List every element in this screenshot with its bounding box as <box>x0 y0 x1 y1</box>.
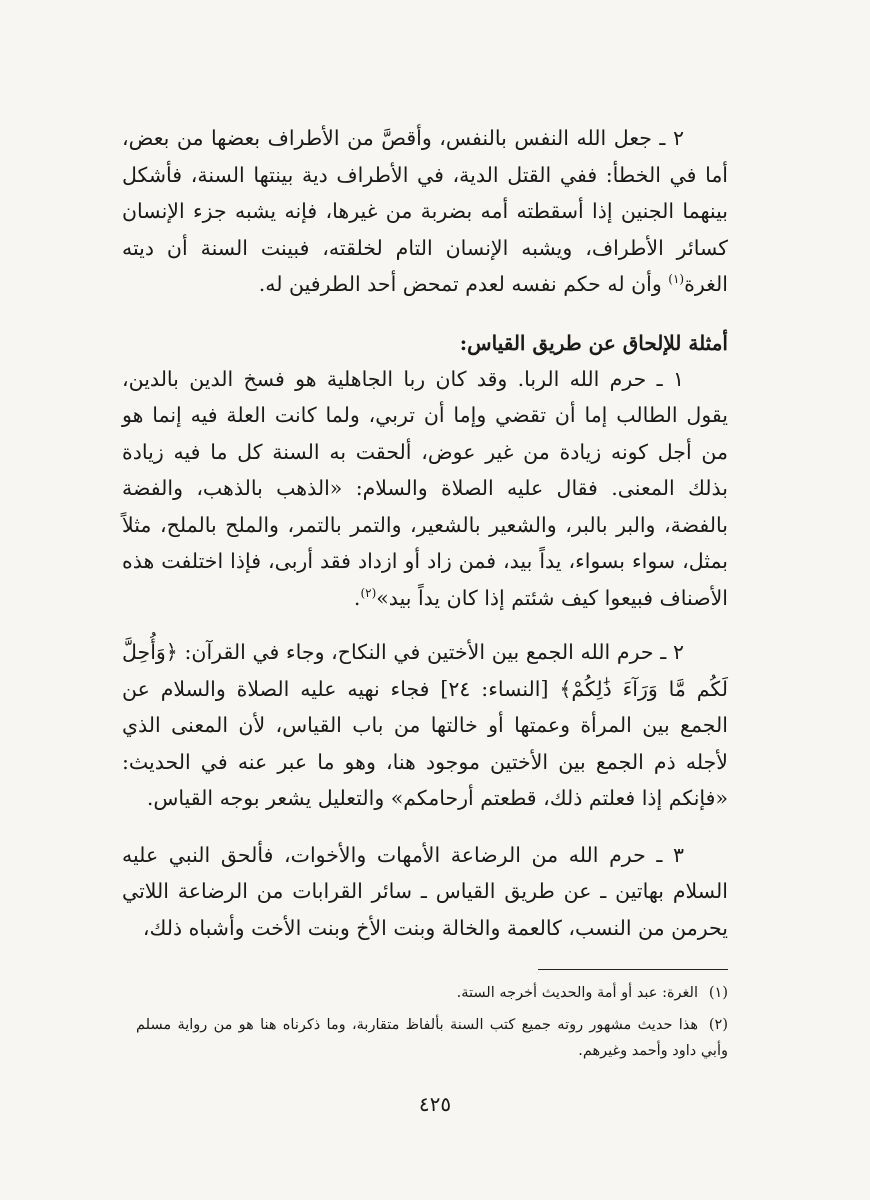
paragraph-text: ٣ ـ حرم الله من الرضاعة الأمهات والأخوات، فألحق النبي عليه السلام بهاتين ـ عن طريق القياس ـ سائر القرابات من الرضاعة اللاتي يحرمن من النسب، كالعمة والخالة وبنت الأخ وبنت الأخت وأشباه ذلك، <box>122 842 728 940</box>
footnote-number: (١) <box>708 985 728 1001</box>
paragraph-blood-money <box>122 120 728 303</box>
footnote-text: الغرة: عبد أو أمة والحديث أخرجه الستة. <box>456 985 698 1001</box>
footnotes <box>136 980 728 1070</box>
page-body <box>122 120 728 946</box>
footnote-reference-1: (١) <box>668 272 685 287</box>
footnote-1 <box>136 980 728 1006</box>
paragraph-breastfeeding <box>122 837 728 947</box>
footnote-number: (٢) <box>708 1017 728 1033</box>
page-number: ٤٢٥ <box>418 1092 452 1116</box>
paragraph-text: ١ ـ حرم الله الربا. وقد كان ربا الجاهلية هو فسخ الدين بالدين، يقول الطالب إما أن تقضي وإما أن تربي، ولما كانت العلة فيه إنما هو من أجل كونه زيادة من غير عوض، ألحقت به السنة كل ما فيه زيادة بذلك المعنى. فقال عليه الصلاة والسلام: «الذهب بالذهب، والفضة بالفضة، والبر بالبر، والشعير بالشعير، والتمر بالتمر، والملح بالملح، مثلاً بمثل، سواء بسواء، يداً بيد، فمن زاد أو ازداد فقد أربى، فإذا اختلفت هذه الأصناف فبيعوا كيف شئتم إذا كان يداً بيد» <box>122 366 728 610</box>
footnote-divider <box>538 969 728 970</box>
paragraph-text: ٢ ـ حرم الله الجمع بين الأختين في النكاح، وجاء في القرآن: <box>177 640 684 664</box>
paragraph-text: ٢ ـ جعل الله النفس بالنفس، وأقصَّ من الأطراف بعضها من بعض، أما في الخطأ: ففي القتل الدية، في الأطراف دية بينتها السنة، فأشكل بينهما الجنين إذا أسقطته أمه بضربة من غيرها، فإنه يشبه جزء الإنسان كسائر الأطراف، ويشبه الإنسان التام لخلقته، فبينت السنة أن ديته الغرة <box>122 126 728 296</box>
paragraph-text-end: [النساء: ٢٤] فجاء نهيه عليه الصلاة والسلام عن الجمع بين المرأة وعمتها أو خالتها من باب القياس، لأن المعنى الذي لأجله ذم الجمع بين الأختين موجود هنا، وهو ما عبر عنه في الحديث: «فإنكم إذا فعلتم ذلك، قطعتم أرحامكم» والتعليل يشعر بوجه القياس. <box>122 676 728 810</box>
quran-verse: ﴿وَأُحِلَّ لَكُم مَّا وَرَآءَ ذَٰلِكُمْ﴾ <box>122 640 728 701</box>
footnote-2 <box>136 1012 728 1064</box>
paragraph-text-end: وأن له حكم نفسه لعدم تمحض أحد الطرفين له. <box>258 272 669 296</box>
paragraph-text-end: . <box>353 585 361 610</box>
paragraph-two-sisters <box>122 634 728 817</box>
footnote-text: هذا حديث مشهور روته جميع كتب السنة بألفاظ متقاربة، وما ذكرناه هنا هو من رواية مسلم وأبي داود وأحمد وغيرهم. <box>136 1017 728 1059</box>
section-heading: أمثلة للإلحاق عن طريق القياس: <box>459 330 728 355</box>
paragraph-riba <box>122 361 728 617</box>
footnote-reference-2: (٢) <box>360 585 377 600</box>
